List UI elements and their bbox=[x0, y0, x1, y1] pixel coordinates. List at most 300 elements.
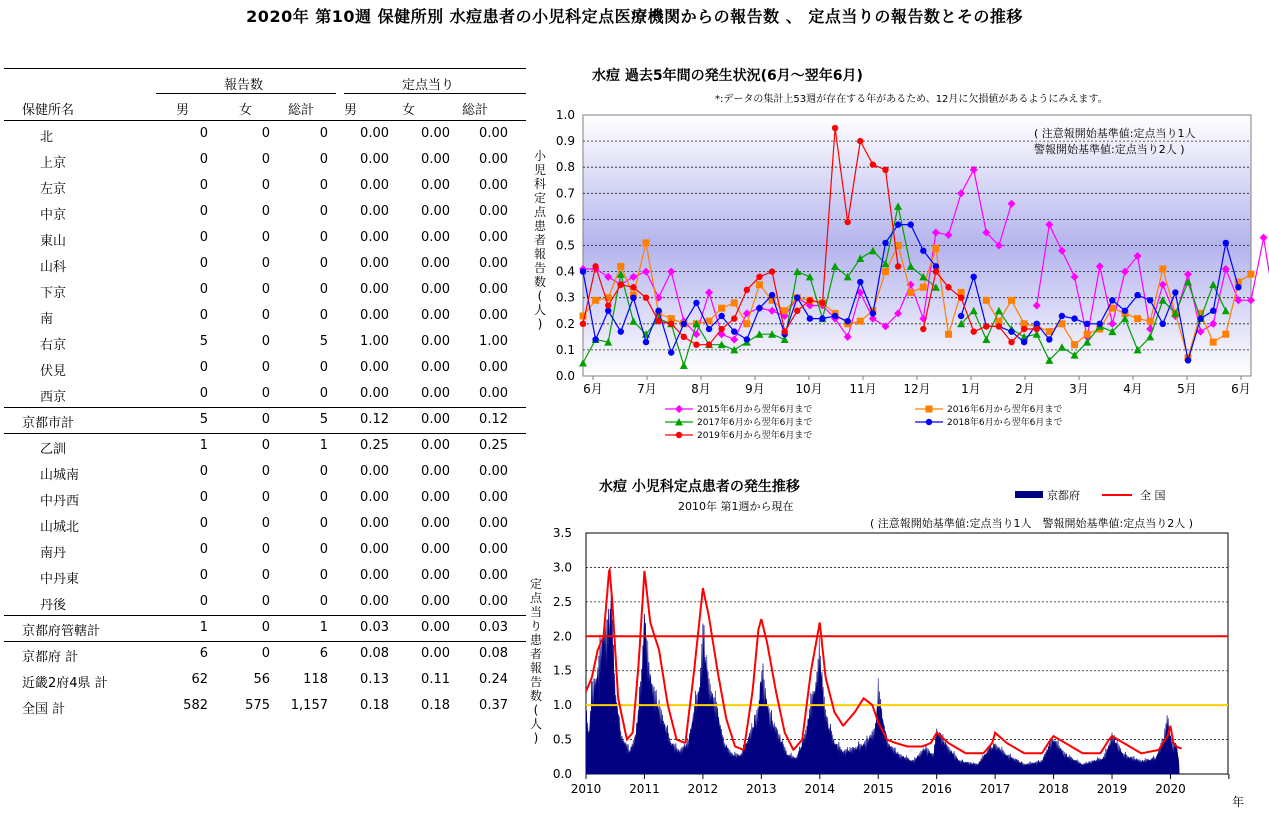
cell-rate-total: 0.00 bbox=[479, 568, 508, 583]
chart1-point bbox=[920, 326, 926, 332]
chart2-subtitle: 2010年 第1週から現在 bbox=[678, 500, 794, 513]
cell-count-male: 0 bbox=[199, 360, 208, 375]
row-name: 南 bbox=[40, 312, 54, 327]
chart2-xtick-label: 2013 bbox=[746, 782, 777, 796]
chart1-point bbox=[681, 321, 687, 327]
col-header-count-male: 男 bbox=[176, 103, 190, 118]
chart1-point bbox=[794, 308, 800, 314]
chart1-point bbox=[1008, 297, 1015, 304]
cell-count-total: 0 bbox=[319, 230, 328, 245]
chart1-ylabel-char: 点 bbox=[533, 205, 547, 219]
chart1-legend-marker bbox=[926, 406, 933, 413]
group-rule-count bbox=[156, 93, 336, 94]
chart1-xtick-label: 7月 bbox=[637, 382, 657, 396]
chart1-legend-item bbox=[915, 403, 1062, 415]
chart1-point bbox=[718, 326, 724, 332]
cell-count-female: 56 bbox=[253, 672, 270, 687]
chart1-legend-marker bbox=[675, 405, 683, 413]
chart1-legend-item bbox=[665, 403, 812, 415]
table-row bbox=[4, 407, 526, 433]
chart1-ytick-label: 0.4 bbox=[555, 264, 575, 279]
chart1-point bbox=[1021, 339, 1027, 345]
chart1-point bbox=[1235, 284, 1241, 290]
cell-rate-total: 0.00 bbox=[479, 464, 508, 479]
cell-rate-female: 0.00 bbox=[421, 516, 450, 531]
chart1-legend bbox=[665, 403, 1062, 441]
chart1-point bbox=[630, 295, 636, 301]
page-title: 2020年 第10週 保健所別 水痘患者の小児科定点医療機関からの報告数 、 定点当りの報告数とその推移 bbox=[246, 7, 1023, 26]
table-row bbox=[4, 563, 526, 589]
chart1-point bbox=[1147, 318, 1154, 325]
chart1-legend-marker bbox=[676, 432, 682, 438]
chart1-xtick-label: 3月 bbox=[1069, 382, 1089, 396]
cell-count-total: 5 bbox=[319, 334, 328, 349]
cell-rate-female: 0.00 bbox=[421, 620, 450, 635]
chart1-point bbox=[895, 263, 901, 269]
chart2-ytick-label: 0.0 bbox=[552, 767, 572, 781]
cell-rate-male: 0.08 bbox=[360, 646, 389, 661]
chart1-point bbox=[681, 334, 687, 340]
row-name: 左京 bbox=[40, 182, 67, 197]
cell-count-female: 0 bbox=[261, 542, 270, 557]
cell-count-total: 0 bbox=[319, 204, 328, 219]
chart1-ylabel-char: 告 bbox=[533, 261, 547, 275]
cell-rate-female: 0.00 bbox=[421, 464, 450, 479]
chart1-point bbox=[895, 221, 901, 227]
row-name: 京都市計 bbox=[22, 416, 75, 431]
chart1-point bbox=[1034, 326, 1040, 332]
chart1-ytick-label: 1.0 bbox=[555, 108, 575, 122]
chart1-point bbox=[1210, 339, 1217, 346]
chart2-ylabel-char: 定 bbox=[529, 577, 543, 591]
cell-rate-male: 0.00 bbox=[360, 152, 389, 167]
cell-rate-male: 0.03 bbox=[360, 620, 389, 635]
chart1-ytick-label: 0.7 bbox=[555, 186, 575, 201]
col-header-rate-male: 男 bbox=[344, 103, 358, 118]
cell-count-female: 0 bbox=[261, 568, 270, 583]
cell-count-male: 0 bbox=[199, 386, 208, 401]
chart1-point bbox=[794, 295, 800, 301]
cell-rate-total: 0.00 bbox=[479, 256, 508, 271]
table-row bbox=[4, 355, 526, 381]
chart1-point bbox=[731, 299, 738, 306]
chart1-point bbox=[655, 308, 661, 314]
chart1-yticks bbox=[556, 108, 575, 383]
chart1-point bbox=[1210, 308, 1216, 314]
row-name: 全国 計 bbox=[22, 702, 66, 717]
chart1-xticks bbox=[583, 376, 1251, 396]
table-row bbox=[4, 615, 526, 641]
cell-rate-total: 0.00 bbox=[479, 152, 508, 167]
chart1-legend-item bbox=[915, 416, 1062, 428]
table-row bbox=[4, 251, 526, 277]
table-top-rule bbox=[4, 68, 526, 69]
chart1-ylabel-char: 者 bbox=[533, 233, 547, 247]
chart1-point bbox=[769, 292, 775, 298]
chart1-point bbox=[807, 297, 813, 303]
cell-rate-total: 0.00 bbox=[479, 282, 508, 297]
chart1-annotation-2: 警報開始基準値:定点当り2人 ) bbox=[1034, 143, 1185, 156]
chart2-legend-swatch bbox=[1015, 491, 1043, 498]
table-row bbox=[4, 173, 526, 199]
chart1-point bbox=[1223, 240, 1229, 246]
cell-rate-male: 0.00 bbox=[360, 308, 389, 323]
group-header-per-sentinel: 定点当り bbox=[402, 78, 455, 93]
table-row bbox=[4, 667, 526, 693]
chart1-ytick-label: 0.6 bbox=[555, 212, 575, 227]
table-row bbox=[4, 589, 526, 615]
cell-rate-female: 0.00 bbox=[421, 386, 450, 401]
chart1-point bbox=[731, 315, 737, 321]
chart2-xtick-label: 2011 bbox=[629, 782, 660, 796]
group-rule-per-sentinel bbox=[344, 93, 526, 94]
chart1-point bbox=[643, 295, 649, 301]
chart2-xtick-label: 2020 bbox=[1155, 782, 1186, 796]
chart1-ylabel-char: ( bbox=[537, 289, 543, 303]
cell-count-total: 118 bbox=[303, 672, 328, 687]
cell-rate-female: 0.11 bbox=[421, 672, 450, 687]
cell-rate-female: 0.00 bbox=[421, 230, 450, 245]
chart1-point bbox=[592, 336, 598, 342]
chart2-xlabel: 年 bbox=[1232, 795, 1245, 809]
chart1-ytick-label: 0.2 bbox=[555, 316, 575, 331]
cell-count-total: 0 bbox=[319, 360, 328, 375]
cell-rate-male: 0.18 bbox=[360, 698, 389, 713]
cell-count-female: 0 bbox=[261, 230, 270, 245]
chart1-point bbox=[1134, 292, 1140, 298]
chart1-point bbox=[832, 313, 838, 319]
chart1-ytick-label: 0.3 bbox=[555, 290, 575, 305]
chart1-point bbox=[1248, 271, 1255, 278]
row-name: 伏見 bbox=[40, 364, 67, 379]
chart1-point bbox=[781, 307, 788, 314]
chart2-legend bbox=[1015, 488, 1166, 502]
row-name: 乙訓 bbox=[40, 442, 67, 457]
cell-rate-female: 0.00 bbox=[421, 126, 450, 141]
chart1-ytick-label: 0.8 bbox=[555, 160, 575, 175]
chart2-ylabel-char: 報 bbox=[529, 661, 543, 675]
chart2-xtick-label: 2017 bbox=[979, 782, 1011, 796]
chart1-point bbox=[1109, 297, 1115, 303]
chart1-point bbox=[819, 315, 825, 321]
cell-count-female: 0 bbox=[261, 308, 270, 323]
chart1-point bbox=[819, 300, 825, 306]
chart2-ytick-label: 2.0 bbox=[552, 629, 572, 644]
chart1-point bbox=[1222, 331, 1229, 338]
cell-rate-female: 0.00 bbox=[421, 308, 450, 323]
chart1-point bbox=[731, 328, 737, 334]
col-header-rate-female: 女 bbox=[402, 103, 416, 118]
cell-count-male: 0 bbox=[199, 516, 208, 531]
chart1-point bbox=[706, 341, 712, 347]
chart1-note: *:データの集計上53週が存在する年があるため、12月に欠損値があるようにみえます。 bbox=[715, 94, 1108, 105]
cell-count-total: 0 bbox=[319, 594, 328, 609]
chart1-point bbox=[832, 125, 838, 131]
cell-rate-male: 0.12 bbox=[360, 412, 389, 427]
cell-count-male: 0 bbox=[199, 282, 208, 297]
chart1-xtick-label: 9月 bbox=[745, 382, 765, 396]
cell-count-male: 582 bbox=[183, 698, 208, 713]
chart1-ylabel-char: 患 bbox=[533, 219, 547, 233]
chart2-yticks bbox=[553, 526, 572, 781]
cell-rate-total: 0.00 bbox=[479, 204, 508, 219]
cell-count-female: 0 bbox=[261, 412, 270, 427]
chart2-ylabel-char: 患 bbox=[529, 633, 543, 647]
chart-trend bbox=[520, 470, 1269, 822]
chart2-legend-label: 全 国 bbox=[1140, 489, 1166, 502]
chart1-point bbox=[718, 305, 725, 312]
cell-count-female: 0 bbox=[261, 204, 270, 219]
table-row bbox=[4, 485, 526, 511]
chart1-point bbox=[756, 274, 762, 280]
chart1-point bbox=[1008, 339, 1014, 345]
table-row bbox=[4, 147, 526, 173]
cell-count-female: 0 bbox=[261, 464, 270, 479]
cell-count-total: 6 bbox=[319, 646, 328, 661]
cell-rate-male: 0.13 bbox=[360, 672, 389, 687]
row-name: 山科 bbox=[40, 260, 67, 275]
cell-rate-male: 0.00 bbox=[360, 230, 389, 245]
chart1-point bbox=[1021, 326, 1027, 332]
cell-count-male: 0 bbox=[199, 490, 208, 505]
cell-count-male: 0 bbox=[199, 126, 208, 141]
chart2-ytick-label: 2.5 bbox=[552, 594, 572, 609]
chart1-legend-label: 2016年6月から翌年6月まで bbox=[947, 405, 1063, 415]
chart1-point bbox=[844, 219, 850, 225]
table-row bbox=[4, 329, 526, 355]
table-row bbox=[4, 693, 526, 719]
chart2-legend-label: 京都府 bbox=[1047, 489, 1080, 502]
chart2-ylabel-char: り bbox=[529, 619, 543, 633]
cell-count-male: 6 bbox=[199, 646, 208, 661]
chart1-point bbox=[1084, 331, 1091, 338]
chart2-xtick-label: 2014 bbox=[804, 782, 836, 796]
cell-rate-total: 0.00 bbox=[479, 230, 508, 245]
cell-rate-female: 0.00 bbox=[421, 178, 450, 193]
cell-count-total: 5 bbox=[319, 412, 328, 427]
chart1-point bbox=[932, 245, 939, 252]
chart1-point bbox=[693, 341, 699, 347]
chart1-point bbox=[580, 268, 586, 274]
chart1-point bbox=[882, 268, 889, 275]
cell-rate-total: 0.00 bbox=[479, 386, 508, 401]
cell-rate-total: 0.00 bbox=[479, 516, 508, 531]
chart1-xtick-label: 5月 bbox=[1177, 382, 1197, 396]
chart1-ylabel-char: 小 bbox=[533, 149, 547, 163]
row-name: 丹後 bbox=[40, 598, 67, 613]
chart1-legend-item bbox=[665, 429, 812, 441]
cell-count-total: 1,157 bbox=[290, 698, 328, 713]
cell-count-total: 0 bbox=[319, 308, 328, 323]
chart1-point bbox=[618, 328, 624, 334]
chart2-ylabel-char: 当 bbox=[529, 605, 543, 619]
col-header-rate-total: 総計 bbox=[462, 103, 489, 118]
chart2-ytick-label: 1.5 bbox=[552, 663, 572, 678]
row-name: 中丹東 bbox=[40, 572, 80, 587]
chart1-point bbox=[1197, 315, 1203, 321]
chart1-point bbox=[1260, 234, 1268, 242]
cell-rate-total: 0.00 bbox=[479, 594, 508, 609]
chart1-point bbox=[1059, 313, 1065, 319]
cell-rate-total: 0.00 bbox=[479, 308, 508, 323]
chart1-point bbox=[592, 297, 599, 304]
chart1-point bbox=[844, 318, 850, 324]
chart1-point bbox=[592, 263, 598, 269]
chart1-ytick-label: 0.9 bbox=[555, 134, 575, 149]
chart1-ylabel-char: 数 bbox=[533, 275, 547, 289]
chart2-title: 水痘 小児科定点患者の発生推移 bbox=[599, 479, 800, 495]
col-header-count-total: 総計 bbox=[288, 103, 315, 118]
chart2-xticks bbox=[571, 774, 1229, 796]
table-row bbox=[4, 121, 526, 147]
chart1-point bbox=[1122, 308, 1128, 314]
chart1-point bbox=[983, 297, 990, 304]
chart1-point bbox=[1185, 357, 1191, 363]
chart1-point bbox=[1008, 328, 1014, 334]
chart1-xtick-label: 6月 bbox=[1231, 382, 1251, 396]
chart1-ytick-label: 0.1 bbox=[555, 342, 575, 357]
cell-rate-male: 0.00 bbox=[360, 464, 389, 479]
chart1-point bbox=[718, 313, 724, 319]
cell-count-total: 1 bbox=[319, 620, 328, 635]
cell-rate-female: 0.00 bbox=[421, 282, 450, 297]
cell-rate-male: 0.00 bbox=[360, 360, 389, 375]
chart2-xtick-label: 2019 bbox=[1096, 782, 1128, 796]
cell-count-total: 0 bbox=[319, 126, 328, 141]
cell-count-male: 5 bbox=[199, 412, 208, 427]
cell-rate-male: 0.00 bbox=[360, 594, 389, 609]
cell-rate-female: 0.00 bbox=[421, 334, 450, 349]
chart1-xtick-label: 4月 bbox=[1123, 382, 1143, 396]
chart1-point bbox=[907, 289, 914, 296]
chart2-ylabel-char: 人 bbox=[529, 717, 543, 731]
table-row bbox=[4, 537, 526, 563]
chart1-point bbox=[668, 349, 674, 355]
chart2-ylabel-char: ) bbox=[533, 731, 539, 745]
cell-count-total: 0 bbox=[319, 256, 328, 271]
cell-rate-male: 0.00 bbox=[360, 178, 389, 193]
chart1-point bbox=[706, 326, 712, 332]
cell-count-male: 0 bbox=[199, 152, 208, 167]
cell-rate-male: 0.00 bbox=[360, 568, 389, 583]
chart1-point bbox=[1147, 297, 1153, 303]
chart1-point bbox=[971, 328, 977, 334]
cell-count-female: 0 bbox=[261, 126, 270, 141]
chart1-ylabel-char: 報 bbox=[533, 247, 547, 261]
row-name: 上京 bbox=[40, 156, 67, 171]
cell-rate-total: 0.00 bbox=[479, 490, 508, 505]
cell-rate-total: 0.00 bbox=[479, 360, 508, 375]
chart1-point bbox=[920, 284, 927, 291]
chart1-point bbox=[1097, 321, 1103, 327]
chart1-ytick-label: 0.0 bbox=[555, 369, 575, 383]
cell-rate-total: 0.24 bbox=[479, 672, 508, 687]
chart2-ytick-label: 0.5 bbox=[552, 732, 572, 747]
chart1-ylabel-char: ) bbox=[537, 317, 543, 331]
chart1-point bbox=[630, 284, 636, 290]
chart1-legend-item bbox=[665, 416, 812, 428]
table-row bbox=[4, 511, 526, 537]
chart1-point bbox=[857, 279, 863, 285]
cell-count-female: 0 bbox=[261, 360, 270, 375]
chart1-point bbox=[870, 310, 876, 316]
cell-count-female: 0 bbox=[261, 334, 270, 349]
chart1-point bbox=[756, 281, 763, 288]
chart1-xtick-label: 6月 bbox=[583, 382, 603, 396]
row-name: 右京 bbox=[40, 338, 67, 353]
row-name: 南丹 bbox=[40, 546, 67, 561]
chart2-ylabel-char: 告 bbox=[529, 675, 543, 689]
chart2-xtick-label: 2016 bbox=[921, 782, 952, 796]
table-row bbox=[4, 433, 526, 459]
chart1-point bbox=[1071, 341, 1078, 348]
chart1-point bbox=[1071, 315, 1077, 321]
chart1-point bbox=[580, 321, 586, 327]
cell-count-male: 0 bbox=[199, 308, 208, 323]
cell-count-female: 0 bbox=[261, 594, 270, 609]
chart1-point bbox=[857, 318, 864, 325]
chart1-legend-label: 2018年6月から翌年6月まで bbox=[947, 418, 1063, 428]
cell-count-female: 0 bbox=[261, 646, 270, 661]
table-row bbox=[4, 225, 526, 251]
cell-rate-female: 0.00 bbox=[421, 594, 450, 609]
cell-rate-female: 0.00 bbox=[421, 490, 450, 505]
col-header-count-female: 女 bbox=[239, 103, 253, 118]
col-header-office: 保健所名 bbox=[22, 103, 75, 118]
table-row bbox=[4, 277, 526, 303]
cell-count-female: 0 bbox=[261, 256, 270, 271]
cell-rate-female: 0.00 bbox=[421, 256, 450, 271]
cell-rate-male: 0.00 bbox=[360, 204, 389, 219]
cell-count-male: 1 bbox=[199, 438, 208, 453]
chart1-xtick-label: 10月 bbox=[795, 382, 823, 396]
chart1-point bbox=[1134, 315, 1141, 322]
cell-rate-male: 0.00 bbox=[360, 542, 389, 557]
cell-count-female: 0 bbox=[261, 386, 270, 401]
table-row bbox=[4, 641, 526, 667]
cell-rate-female: 0.00 bbox=[421, 568, 450, 583]
chart1-point bbox=[1160, 321, 1166, 327]
chart2-ylabel-char: 点 bbox=[529, 591, 543, 605]
cell-count-female: 0 bbox=[261, 490, 270, 505]
chart1-ylabel-char: 人 bbox=[533, 303, 547, 317]
chart2-ytick-label: 1.0 bbox=[552, 698, 572, 713]
row-name: 京都府管轄計 bbox=[22, 624, 101, 639]
chart1-point bbox=[743, 320, 750, 327]
row-name: 下京 bbox=[40, 286, 67, 301]
row-name: 山城南 bbox=[40, 468, 80, 483]
row-name: 西京 bbox=[40, 390, 67, 405]
chart1-point bbox=[983, 323, 989, 329]
group-header-count: 報告数 bbox=[224, 78, 264, 93]
cell-rate-female: 0.00 bbox=[421, 438, 450, 453]
table-row bbox=[4, 199, 526, 225]
chart1-point bbox=[857, 138, 863, 144]
cell-count-male: 0 bbox=[199, 230, 208, 245]
cell-count-total: 0 bbox=[319, 568, 328, 583]
chart1-point bbox=[958, 313, 964, 319]
cell-count-male: 0 bbox=[199, 568, 208, 583]
chart2-xtick-label: 2012 bbox=[687, 782, 719, 796]
chart1-point bbox=[744, 287, 750, 293]
chart1-point bbox=[996, 323, 1002, 329]
cell-count-male: 62 bbox=[191, 672, 208, 687]
cell-count-male: 5 bbox=[199, 334, 208, 349]
cell-rate-total: 0.00 bbox=[479, 542, 508, 557]
cell-count-female: 0 bbox=[261, 620, 270, 635]
chart1-point bbox=[882, 167, 888, 173]
cell-count-male: 0 bbox=[199, 542, 208, 557]
